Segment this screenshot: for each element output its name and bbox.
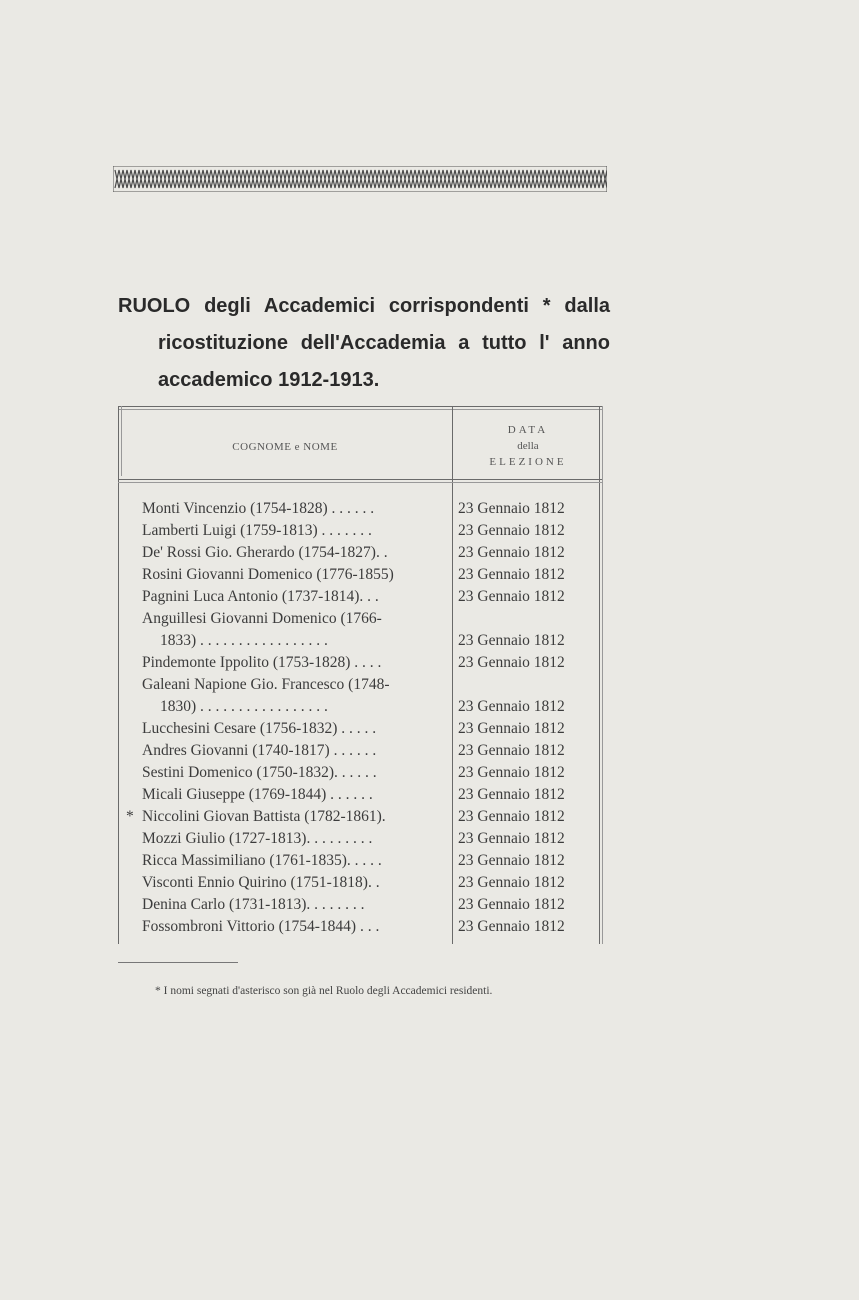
header-date-line-3: ELEZIONE (489, 456, 567, 468)
asterisk-mark: * (126, 808, 134, 825)
header-name: COGNOME e NOME (232, 441, 338, 453)
table-row (118, 498, 602, 520)
member-name (142, 806, 444, 828)
table-row (118, 652, 602, 674)
table-row (118, 850, 602, 872)
election-date: 23 Gennaio 1812 (458, 764, 565, 781)
table-body (118, 498, 602, 938)
decorative-border-ornament (113, 166, 607, 192)
member-name-line: Galeani Napione Gio. Francesco (1748- (142, 676, 390, 693)
member-name (142, 916, 444, 938)
member-name (142, 498, 444, 520)
table-row (118, 916, 602, 938)
member-name (142, 718, 444, 740)
table-row (118, 762, 602, 784)
election-date: 23 Gennaio 1812 (458, 830, 565, 847)
member-name-line: Fossombroni Vittorio (1754-1844) . . . (142, 918, 380, 935)
election-date: 23 Gennaio 1812 (458, 698, 565, 715)
member-name (142, 894, 444, 916)
member-name-continuation: 1830) . . . . . . . . . . . . . . . . . (160, 698, 328, 715)
member-name (142, 608, 444, 652)
member-name-line: Sestini Domenico (1750-1832). . . . . . (142, 764, 377, 781)
election-date: 23 Gennaio 1812 (458, 720, 565, 737)
election-date: 23 Gennaio 1812 (458, 500, 565, 517)
table-row (118, 608, 602, 652)
table-row (118, 542, 602, 564)
member-name-line: Denina Carlo (1731-1813). . . . . . . . (142, 896, 365, 913)
member-name-line: Mozzi Giulio (1727-1813). . . . . . . . . (142, 830, 373, 847)
header-date (454, 422, 602, 470)
table-row (118, 674, 602, 718)
election-date: 23 Gennaio 1812 (458, 522, 565, 539)
member-name-line: Lucchesini Cesare (1756-1832) . . . . . (142, 720, 377, 737)
election-date: 23 Gennaio 1812 (458, 896, 565, 913)
member-name-line: Lamberti Luigi (1759-1813) . . . . . . . (142, 522, 372, 539)
table-row (118, 872, 602, 894)
member-name (142, 762, 444, 784)
election-date: 23 Gennaio 1812 (458, 566, 565, 583)
members-table (118, 406, 602, 944)
election-date: 23 Gennaio 1812 (458, 544, 565, 561)
member-name-line: Niccolini Giovan Battista (1782-1861). (142, 808, 386, 825)
election-date: 23 Gennaio 1812 (458, 742, 565, 759)
election-date: 23 Gennaio 1812 (458, 874, 565, 891)
member-name-line: Pagnini Luca Antonio (1737-1814). . . (142, 588, 379, 605)
member-name-line: Micali Giuseppe (1769-1844) . . . . . . (142, 786, 373, 803)
election-date: 23 Gennaio 1812 (458, 852, 565, 869)
election-date: 23 Gennaio 1812 (458, 918, 565, 935)
member-name-line: Visconti Ennio Quirino (1751-1818). . (142, 874, 380, 891)
footnote: * I nomi segnati d'asterisco son già nel Ruolo degli Accademici residenti. (155, 985, 493, 997)
member-name (142, 740, 444, 762)
member-name-line: De' Rossi Gio. Gherardo (1754-1827). . (142, 544, 388, 561)
member-name-line: Andres Giovanni (1740-1817) . . . . . . (142, 742, 377, 759)
table-row (118, 894, 602, 916)
election-date: 23 Gennaio 1812 (458, 786, 565, 803)
member-name-line: Pindemonte Ippolito (1753-1828) . . . . (142, 654, 382, 671)
member-name (142, 542, 444, 564)
footnote-rule (118, 962, 238, 963)
member-name (142, 872, 444, 894)
election-date: 23 Gennaio 1812 (458, 632, 565, 649)
member-name (142, 828, 444, 850)
election-date: 23 Gennaio 1812 (458, 588, 565, 605)
election-date: 23 Gennaio 1812 (458, 654, 565, 671)
title-line-1: RUOLO degli Accademici corrispondenti * dalla (118, 295, 610, 317)
member-name (142, 564, 444, 586)
page-title (118, 288, 610, 399)
header-date-line-1: DATA (507, 424, 549, 436)
table-row (118, 806, 602, 828)
member-name (142, 586, 444, 608)
member-name (142, 652, 444, 674)
table-row (118, 828, 602, 850)
member-name (142, 674, 444, 718)
member-name-line: Rosini Giovanni Domenico (1776-1855) (142, 566, 394, 583)
member-name-continuation: 1833) . . . . . . . . . . . . . . . . . (160, 632, 328, 649)
title-line-3: accademico 1912-1913. (158, 369, 380, 391)
member-name (142, 784, 444, 806)
table-row (118, 586, 602, 608)
member-name-line: Monti Vincenzio (1754-1828) . . . . . . (142, 500, 375, 517)
member-name (142, 850, 444, 872)
table-row (118, 520, 602, 542)
header-date-line-2: della (517, 440, 539, 452)
table-row (118, 718, 602, 740)
election-date: 23 Gennaio 1812 (458, 808, 565, 825)
table-row (118, 740, 602, 762)
member-name-line: Ricca Massimiliano (1761-1835). . . . . (142, 852, 382, 869)
member-name-line: Anguillesi Giovanni Domenico (1766- (142, 610, 382, 627)
table-row (118, 564, 602, 586)
title-line-2: ricostituzione dell'Accademia a tutto l' anno (158, 332, 610, 354)
member-name (142, 520, 444, 542)
table-row (118, 784, 602, 806)
